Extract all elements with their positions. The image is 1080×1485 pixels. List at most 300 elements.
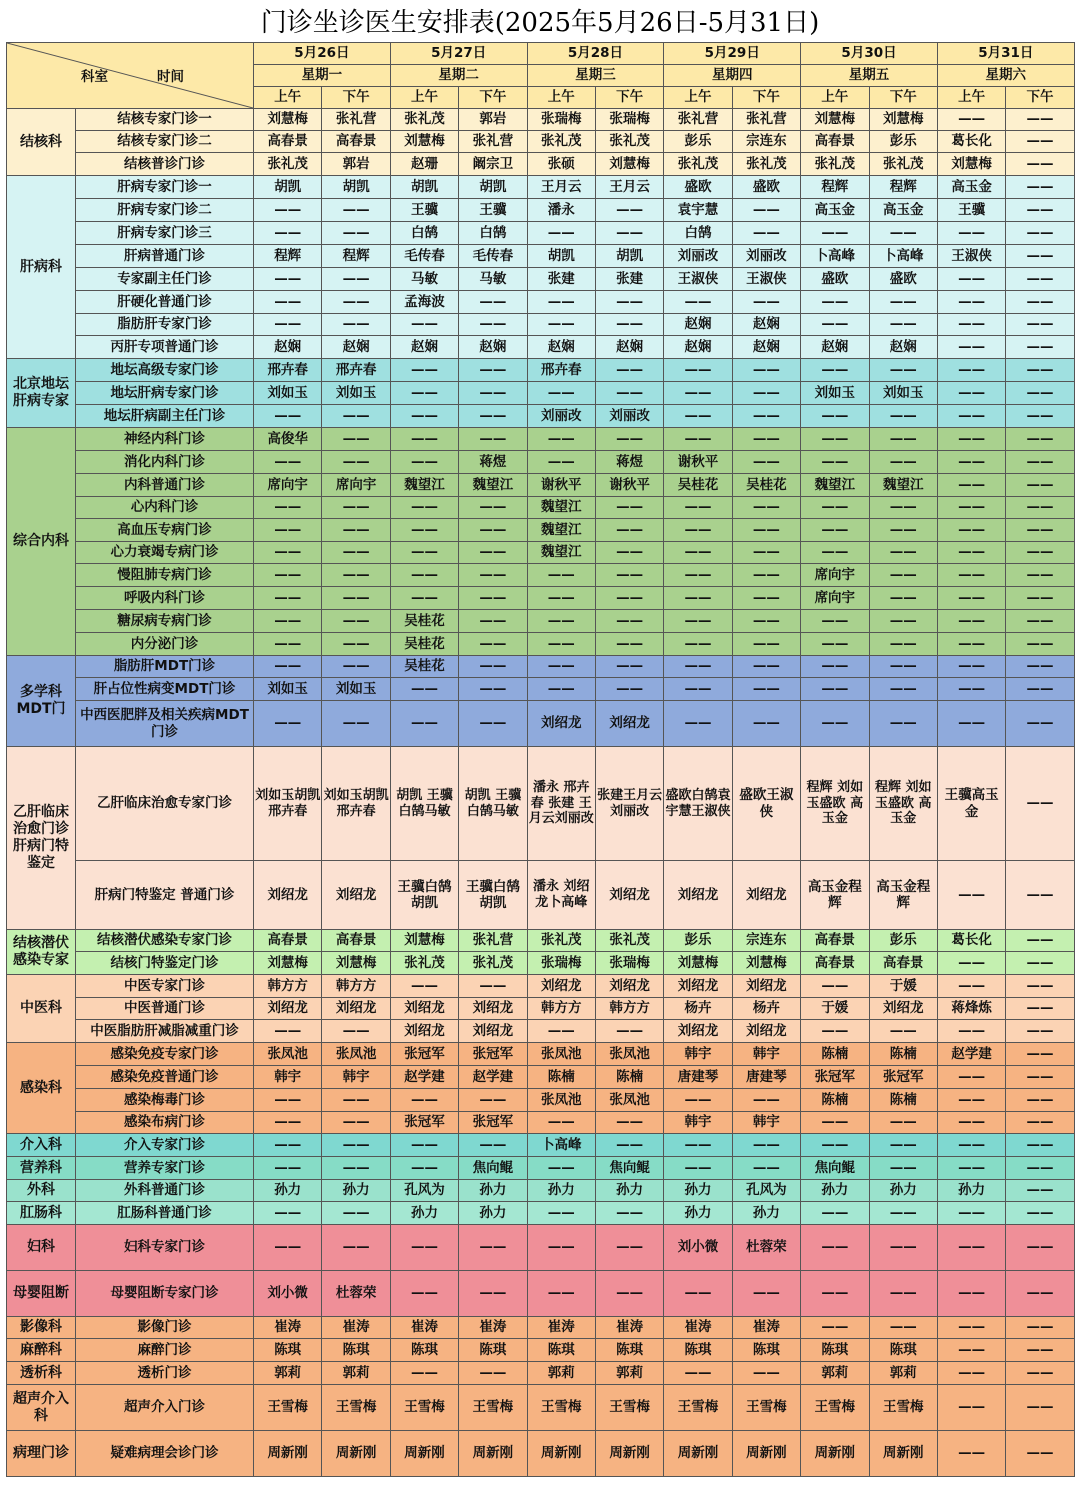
- pm-doctor-cell: ——: [595, 291, 663, 314]
- pm-doctor-cell: ——: [322, 1112, 390, 1134]
- am-doctor-cell: ——: [527, 314, 595, 336]
- am-doctor-cell: 崔涛: [390, 1317, 458, 1339]
- am-doctor-cell: 赵学建: [390, 1066, 458, 1089]
- table-row: [7, 1134, 1075, 1157]
- am-doctor-cell: ——: [390, 564, 458, 587]
- am-doctor-cell: 潘永: [527, 199, 595, 222]
- clinic-name-cell: 丙肝专项普通门诊: [76, 336, 254, 359]
- am-doctor-cell: ——: [801, 497, 869, 519]
- table-row: [7, 1431, 1075, 1477]
- pm-doctor-cell: ——: [459, 633, 527, 656]
- pm-doctor-cell: ——: [1006, 1225, 1074, 1271]
- am-doctor-cell: ——: [664, 497, 732, 519]
- am-doctor-cell: ——: [390, 405, 458, 428]
- pm-doctor-cell: 蒋煜: [595, 451, 663, 474]
- pm-doctor-cell: ——: [732, 519, 800, 542]
- clinic-name-cell: 感染梅毒门诊: [76, 1089, 254, 1112]
- pm-doctor-cell: ——: [732, 291, 800, 314]
- pm-doctor-cell: ——: [869, 656, 937, 678]
- am-doctor-cell: ——: [390, 382, 458, 405]
- am-doctor-cell: 卜高峰: [801, 245, 869, 268]
- pm-doctor-cell: 张礼营: [459, 131, 527, 153]
- pm-doctor-cell: ——: [869, 428, 937, 451]
- date-header: 5月29日: [664, 43, 801, 65]
- pm-doctor-cell: ——: [1006, 131, 1074, 153]
- am-doctor-cell: ——: [390, 1225, 458, 1271]
- pm-doctor-cell: ——: [1006, 1157, 1074, 1180]
- table-row: [7, 1385, 1075, 1431]
- pm-doctor-cell: 孙力: [322, 1180, 390, 1202]
- clinic-name-cell: 结核专家门诊二: [76, 131, 254, 153]
- department-cell: 营养科: [7, 1157, 76, 1180]
- table-row: [7, 382, 1075, 405]
- am-doctor-cell: 毛传春: [390, 245, 458, 268]
- pm-doctor-cell: ——: [595, 1202, 663, 1225]
- am-doctor-cell: ——: [937, 497, 1005, 519]
- weekday-header: 星期四: [664, 65, 801, 87]
- am-doctor-cell: 崔涛: [664, 1317, 732, 1339]
- am-doctor-cell: 王雪梅: [390, 1385, 458, 1431]
- am-header: 上午: [390, 87, 458, 109]
- am-doctor-cell: 杨卉: [664, 998, 732, 1020]
- pm-doctor-cell: ——: [869, 701, 937, 747]
- am-doctor-cell: 邢卉春: [527, 359, 595, 382]
- pm-doctor-cell: 周新刚: [459, 1431, 527, 1477]
- pm-doctor-cell: ——: [732, 359, 800, 382]
- am-doctor-cell: 魏望江: [801, 474, 869, 497]
- am-doctor-cell: 刘慧梅: [390, 131, 458, 153]
- pm-doctor-cell: 崔涛: [595, 1317, 663, 1339]
- am-doctor-cell: ——: [664, 1089, 732, 1112]
- am-doctor-cell: 赵娴: [254, 336, 322, 359]
- pm-doctor-cell: 刘绍龙: [595, 861, 663, 930]
- diagonal-divider: [7, 43, 253, 108]
- pm-doctor-cell: ——: [459, 405, 527, 428]
- am-doctor-cell: 刘慧梅: [254, 109, 322, 131]
- am-doctor-cell: ——: [801, 1112, 869, 1134]
- pm-header: 下午: [322, 87, 390, 109]
- am-doctor-cell: ——: [937, 222, 1005, 245]
- am-doctor-cell: ——: [937, 109, 1005, 131]
- pm-doctor-cell: ——: [732, 701, 800, 747]
- pm-doctor-cell: 唐建琴: [732, 1066, 800, 1089]
- pm-doctor-cell: ——: [869, 359, 937, 382]
- am-doctor-cell: ——: [801, 451, 869, 474]
- am-doctor-cell: ——: [937, 519, 1005, 542]
- am-doctor-cell: 刘慧梅: [254, 952, 322, 975]
- am-doctor-cell: ——: [254, 701, 322, 747]
- pm-doctor-cell: ——: [459, 975, 527, 998]
- pm-doctor-cell: 王雪梅: [732, 1385, 800, 1431]
- pm-doctor-cell: ——: [459, 1362, 527, 1385]
- am-doctor-cell: 张凤池: [527, 1089, 595, 1112]
- clinic-name-cell: 外科普通门诊: [76, 1180, 254, 1202]
- am-doctor-cell: 刘绍龙: [390, 1020, 458, 1043]
- pm-doctor-cell: 孙力: [869, 1180, 937, 1202]
- pm-doctor-cell: ——: [732, 542, 800, 564]
- pm-doctor-cell: 王雪梅: [459, 1385, 527, 1431]
- pm-doctor-cell: ——: [869, 1134, 937, 1157]
- clinic-name-cell: 专家副主任门诊: [76, 268, 254, 291]
- pm-doctor-cell: 赵娴: [869, 336, 937, 359]
- am-doctor-cell: ——: [937, 1020, 1005, 1043]
- clinic-name-cell: 肝病门特鉴定 普通门诊: [76, 861, 254, 930]
- pm-doctor-cell: 张礼茂: [595, 930, 663, 952]
- department-cell: 超声介入科: [7, 1385, 76, 1431]
- table-row: [7, 861, 1075, 930]
- pm-header: 下午: [869, 87, 937, 109]
- table-row: [7, 542, 1075, 564]
- am-doctor-cell: 潘永 邢卉春 张建 王月云刘丽改: [527, 747, 595, 861]
- pm-doctor-cell: 张瑞梅: [595, 952, 663, 975]
- pm-doctor-cell: 张礼营: [322, 109, 390, 131]
- pm-doctor-cell: 刘绍龙: [595, 701, 663, 747]
- table-row: [7, 678, 1075, 701]
- clinic-name-cell: 介入专家门诊: [76, 1134, 254, 1157]
- am-doctor-cell: ——: [937, 1089, 1005, 1112]
- am-doctor-cell: ——: [664, 359, 732, 382]
- table-row: [7, 131, 1075, 153]
- am-doctor-cell: 孙力: [390, 1202, 458, 1225]
- am-doctor-cell: ——: [937, 952, 1005, 975]
- pm-doctor-cell: 崔涛: [732, 1317, 800, 1339]
- table-row: [7, 610, 1075, 633]
- am-doctor-cell: ——: [254, 542, 322, 564]
- am-doctor-cell: 张硕: [527, 153, 595, 176]
- pm-doctor-cell: ——: [1006, 428, 1074, 451]
- am-doctor-cell: ——: [254, 291, 322, 314]
- pm-doctor-cell: ——: [732, 1134, 800, 1157]
- am-doctor-cell: 韩宇: [664, 1043, 732, 1066]
- pm-doctor-cell: ——: [732, 1089, 800, 1112]
- department-cell: 结核科: [7, 109, 76, 176]
- am-doctor-cell: ——: [937, 1317, 1005, 1339]
- department-cell: 感染科: [7, 1043, 76, 1134]
- clinic-name-cell: 感染布病门诊: [76, 1112, 254, 1134]
- pm-doctor-cell: 席向宇: [322, 474, 390, 497]
- pm-doctor-cell: ——: [732, 1157, 800, 1180]
- am-doctor-cell: ——: [664, 542, 732, 564]
- am-doctor-cell: ——: [937, 542, 1005, 564]
- pm-doctor-cell: 刘如玉: [322, 382, 390, 405]
- pm-doctor-cell: ——: [459, 610, 527, 633]
- am-doctor-cell: 周新刚: [801, 1431, 869, 1477]
- pm-doctor-cell: 韩宇: [732, 1043, 800, 1066]
- am-doctor-cell: 刘慧梅: [664, 952, 732, 975]
- am-doctor-cell: ——: [801, 656, 869, 678]
- weekday-header: 星期三: [527, 65, 664, 87]
- table-row: [7, 656, 1075, 678]
- am-doctor-cell: 周新刚: [527, 1431, 595, 1477]
- pm-doctor-cell: ——: [322, 222, 390, 245]
- pm-doctor-cell: ——: [1006, 1180, 1074, 1202]
- pm-doctor-cell: ——: [1006, 519, 1074, 542]
- table-row: [7, 587, 1075, 610]
- am-doctor-cell: 刘绍龙: [527, 975, 595, 998]
- pm-doctor-cell: 宗连东: [732, 131, 800, 153]
- department-cell: 乙肝临床治愈门诊肝病门特鉴定: [7, 747, 76, 930]
- clinic-name-cell: 内分泌门诊: [76, 633, 254, 656]
- am-doctor-cell: ——: [254, 1112, 322, 1134]
- clinic-name-cell: 中医专家门诊: [76, 975, 254, 998]
- pm-doctor-cell: 程辉: [869, 176, 937, 199]
- am-doctor-cell: 刘丽改: [664, 245, 732, 268]
- table-row: [7, 405, 1075, 428]
- am-doctor-cell: 赵娴: [664, 314, 732, 336]
- am-doctor-cell: ——: [390, 497, 458, 519]
- department-cell: 肛肠科: [7, 1202, 76, 1225]
- department-cell: 母婴阻断: [7, 1271, 76, 1317]
- table-row: [7, 952, 1075, 975]
- am-doctor-cell: ——: [801, 610, 869, 633]
- am-doctor-cell: ——: [527, 610, 595, 633]
- pm-doctor-cell: ——: [1006, 998, 1074, 1020]
- am-doctor-cell: ——: [801, 519, 869, 542]
- table-row: [7, 336, 1075, 359]
- am-doctor-cell: 张礼茂: [527, 930, 595, 952]
- am-header: 上午: [937, 87, 1005, 109]
- am-doctor-cell: 周新刚: [664, 1431, 732, 1477]
- clinic-name-cell: 结核潜伏感染专家门诊: [76, 930, 254, 952]
- am-header: 上午: [801, 87, 869, 109]
- pm-doctor-cell: ——: [459, 542, 527, 564]
- pm-doctor-cell: ——: [869, 1202, 937, 1225]
- pm-doctor-cell: 张凤池: [595, 1089, 663, 1112]
- table-row: [7, 701, 1075, 747]
- am-doctor-cell: 高玉金: [937, 176, 1005, 199]
- pm-doctor-cell: 王月云: [595, 176, 663, 199]
- clinic-name-cell: 感染免疫普通门诊: [76, 1066, 254, 1089]
- table-row: [7, 153, 1075, 176]
- pm-doctor-cell: ——: [322, 1157, 390, 1180]
- pm-doctor-cell: ——: [595, 519, 663, 542]
- am-doctor-cell: 张礼茂: [801, 153, 869, 176]
- am-doctor-cell: ——: [254, 1134, 322, 1157]
- am-doctor-cell: 蒋烽炼: [937, 998, 1005, 1020]
- am-doctor-cell: ——: [254, 199, 322, 222]
- clinic-name-cell: 结核专家门诊一: [76, 109, 254, 131]
- am-doctor-cell: 王淑侠: [664, 268, 732, 291]
- table-row: [7, 222, 1075, 245]
- am-doctor-cell: ——: [254, 1157, 322, 1180]
- am-doctor-cell: 王骥高玉金: [937, 747, 1005, 861]
- clinic-name-cell: 妇科专家门诊: [76, 1225, 254, 1271]
- pm-doctor-cell: 赵学建: [459, 1066, 527, 1089]
- am-doctor-cell: ——: [801, 314, 869, 336]
- pm-doctor-cell: ——: [869, 1271, 937, 1317]
- pm-doctor-cell: ——: [1006, 1431, 1074, 1477]
- pm-doctor-cell: 张礼营: [459, 930, 527, 952]
- pm-doctor-cell: ——: [1006, 1066, 1074, 1089]
- table-row: [7, 564, 1075, 587]
- am-doctor-cell: 程辉 刘如玉盛欧 高玉金: [801, 747, 869, 861]
- pm-doctor-cell: 张建: [595, 268, 663, 291]
- pm-doctor-cell: 张冠军: [869, 1066, 937, 1089]
- pm-doctor-cell: ——: [869, 405, 937, 428]
- clinic-name-cell: 高血压专病门诊: [76, 519, 254, 542]
- am-doctor-cell: 刘小微: [254, 1271, 322, 1317]
- header-row-dates: [7, 43, 1075, 65]
- am-doctor-cell: 程辉: [254, 245, 322, 268]
- am-doctor-cell: 彭乐: [664, 131, 732, 153]
- pm-doctor-cell: ——: [322, 701, 390, 747]
- pm-doctor-cell: ——: [732, 382, 800, 405]
- am-doctor-cell: 葛长化: [937, 930, 1005, 952]
- pm-doctor-cell: ——: [1006, 1112, 1074, 1134]
- am-doctor-cell: 王骥: [937, 199, 1005, 222]
- am-doctor-cell: 张礼茂: [664, 153, 732, 176]
- am-doctor-cell: 刘慧梅: [801, 109, 869, 131]
- am-doctor-cell: ——: [390, 451, 458, 474]
- pm-doctor-cell: 周新刚: [869, 1431, 937, 1477]
- pm-doctor-cell: 胡凯: [322, 176, 390, 199]
- pm-doctor-cell: 焦向鲲: [459, 1157, 527, 1180]
- pm-doctor-cell: ——: [322, 1020, 390, 1043]
- pm-doctor-cell: 孙力: [459, 1180, 527, 1202]
- pm-doctor-cell: ——: [1006, 975, 1074, 998]
- pm-doctor-cell: 刘如玉: [869, 382, 937, 405]
- am-doctor-cell: ——: [937, 1431, 1005, 1477]
- am-doctor-cell: 韩方方: [527, 998, 595, 1020]
- pm-doctor-cell: ——: [1006, 474, 1074, 497]
- am-doctor-cell: 陈琪: [527, 1339, 595, 1362]
- am-doctor-cell: 谢秋平: [664, 451, 732, 474]
- pm-doctor-cell: 韩方方: [595, 998, 663, 1020]
- pm-doctor-cell: 张冠军: [459, 1043, 527, 1066]
- pm-doctor-cell: 高春景: [869, 952, 937, 975]
- table-row: [7, 1043, 1075, 1066]
- clinic-name-cell: 疑难病理会诊门诊: [76, 1431, 254, 1477]
- pm-doctor-cell: ——: [595, 610, 663, 633]
- weekday-header: 星期二: [390, 65, 527, 87]
- am-doctor-cell: 陈楠: [527, 1066, 595, 1089]
- pm-doctor-cell: 周新刚: [595, 1431, 663, 1477]
- department-cell: 妇科: [7, 1225, 76, 1271]
- pm-doctor-cell: ——: [732, 610, 800, 633]
- pm-doctor-cell: ——: [595, 1112, 663, 1134]
- pm-doctor-cell: 王雪梅: [869, 1385, 937, 1431]
- pm-doctor-cell: ——: [1006, 564, 1074, 587]
- pm-doctor-cell: ——: [1006, 245, 1074, 268]
- department-cell: 影像科: [7, 1317, 76, 1339]
- am-doctor-cell: ——: [801, 428, 869, 451]
- am-doctor-cell: ——: [664, 1362, 732, 1385]
- pm-doctor-cell: 陈楠: [595, 1066, 663, 1089]
- pm-doctor-cell: 韩方方: [322, 975, 390, 998]
- am-doctor-cell: 高俊华: [254, 428, 322, 451]
- am-doctor-cell: ——: [937, 1362, 1005, 1385]
- table-row: [7, 1271, 1075, 1317]
- am-doctor-cell: ——: [937, 1066, 1005, 1089]
- pm-doctor-cell: ——: [1006, 747, 1074, 861]
- am-doctor-cell: 王骥: [390, 199, 458, 222]
- am-doctor-cell: ——: [254, 451, 322, 474]
- pm-doctor-cell: 高玉金程辉: [869, 861, 937, 930]
- pm-doctor-cell: ——: [869, 222, 937, 245]
- table-row: [7, 1202, 1075, 1225]
- table-row: [7, 975, 1075, 998]
- pm-doctor-cell: ——: [459, 497, 527, 519]
- pm-doctor-cell: 王骥: [459, 199, 527, 222]
- am-doctor-cell: 刘慧梅: [390, 930, 458, 952]
- am-doctor-cell: 刘丽改: [527, 405, 595, 428]
- pm-doctor-cell: 刘如玉: [322, 678, 390, 701]
- am-doctor-cell: 刘绍龙: [664, 1020, 732, 1043]
- table-row: [7, 1157, 1075, 1180]
- pm-doctor-cell: 赵娴: [595, 336, 663, 359]
- header-corner: [7, 43, 254, 109]
- pm-doctor-cell: ——: [595, 222, 663, 245]
- pm-doctor-cell: 崔涛: [459, 1317, 527, 1339]
- table-row: [7, 291, 1075, 314]
- table-row: [7, 497, 1075, 519]
- am-doctor-cell: ——: [527, 564, 595, 587]
- am-doctor-cell: ——: [390, 519, 458, 542]
- pm-doctor-cell: 陈琪: [869, 1339, 937, 1362]
- pm-doctor-cell: ——: [595, 1020, 663, 1043]
- am-doctor-cell: 陈楠: [801, 1089, 869, 1112]
- am-doctor-cell: ——: [390, 314, 458, 336]
- pm-doctor-cell: ——: [1006, 222, 1074, 245]
- pm-doctor-cell: 赵娴: [732, 336, 800, 359]
- date-header: 5月27日: [390, 43, 527, 65]
- am-doctor-cell: 张冠军: [801, 1066, 869, 1089]
- pm-doctor-cell: ——: [1006, 1020, 1074, 1043]
- pm-doctor-cell: 毛传春: [459, 245, 527, 268]
- pm-doctor-cell: ——: [595, 542, 663, 564]
- pm-doctor-cell: ——: [459, 1089, 527, 1112]
- table-row: [7, 314, 1075, 336]
- am-doctor-cell: 高春景: [801, 131, 869, 153]
- pm-doctor-cell: 孔风为: [732, 1180, 800, 1202]
- pm-doctor-cell: ——: [1006, 1317, 1074, 1339]
- am-doctor-cell: ——: [937, 587, 1005, 610]
- am-doctor-cell: 王雪梅: [664, 1385, 732, 1431]
- clinic-name-cell: 地坛肝病专家门诊: [76, 382, 254, 405]
- clinic-name-cell: 肝占位性病变MDT门诊: [76, 678, 254, 701]
- clinic-name-cell: 影像门诊: [76, 1317, 254, 1339]
- clinic-name-cell: 肝病专家门诊三: [76, 222, 254, 245]
- am-doctor-cell: ——: [664, 428, 732, 451]
- am-doctor-cell: 周新刚: [390, 1431, 458, 1477]
- am-doctor-cell: 胡凯 王骥 白鹄马敏: [390, 747, 458, 861]
- am-doctor-cell: ——: [527, 1271, 595, 1317]
- corner-time-label: 时间: [157, 69, 184, 85]
- am-doctor-cell: 刘如玉: [254, 678, 322, 701]
- pm-doctor-cell: 王雪梅: [595, 1385, 663, 1431]
- pm-doctor-cell: ——: [732, 633, 800, 656]
- pm-doctor-cell: ——: [595, 1271, 663, 1317]
- pm-doctor-cell: ——: [1006, 405, 1074, 428]
- am-doctor-cell: ——: [664, 678, 732, 701]
- am-doctor-cell: ——: [527, 633, 595, 656]
- pm-doctor-cell: ——: [1006, 451, 1074, 474]
- table-row: [7, 1225, 1075, 1271]
- schedule-table: [6, 42, 1075, 1477]
- pm-doctor-cell: ——: [869, 1112, 937, 1134]
- pm-doctor-cell: ——: [732, 199, 800, 222]
- am-doctor-cell: 刘绍龙: [664, 861, 732, 930]
- am-doctor-cell: ——: [527, 428, 595, 451]
- pm-doctor-cell: 刘绍龙: [869, 998, 937, 1020]
- am-doctor-cell: 彭乐: [664, 930, 732, 952]
- pm-doctor-cell: ——: [322, 497, 390, 519]
- pm-doctor-cell: 彭乐: [869, 930, 937, 952]
- table-row: [7, 519, 1075, 542]
- pm-doctor-cell: ——: [1006, 952, 1074, 975]
- am-doctor-cell: ——: [937, 474, 1005, 497]
- pm-doctor-cell: 刘绍龙: [322, 998, 390, 1020]
